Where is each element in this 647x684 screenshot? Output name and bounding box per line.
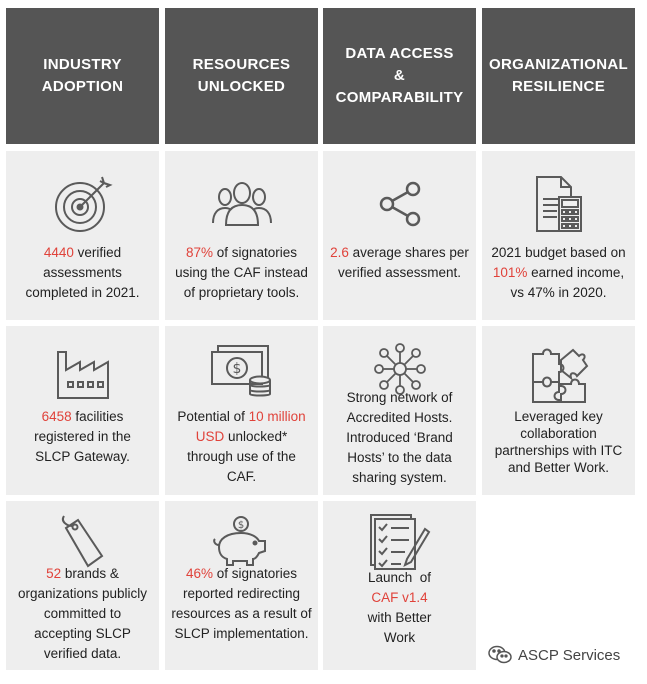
text-line: Leveraged key: [514, 409, 603, 424]
text-line: of proprietary tools.: [183, 285, 300, 300]
card-text: [168, 243, 315, 303]
card-text: [326, 568, 473, 648]
checklist-icon: [323, 507, 476, 577]
text-line: using the CAF instead: [175, 265, 308, 280]
text-line: average shares per: [348, 245, 469, 260]
highlight-value: 2.6: [330, 245, 349, 260]
text-line: CAF.: [226, 469, 257, 484]
card-text: [485, 243, 632, 303]
card-facilities: [6, 326, 159, 495]
card-usd-unlocked: [165, 326, 318, 495]
text-line: Hosts’ to the data: [347, 450, 452, 465]
card-partnerships: [482, 326, 635, 495]
text-line: verified assessment.: [337, 265, 462, 280]
text-line: SLCP Gateway.: [35, 449, 130, 464]
text-line: facilities: [71, 409, 124, 424]
header-organizational-resilience: [482, 8, 635, 144]
header-industry-adoption: [6, 8, 159, 144]
highlight-value: 52: [46, 566, 62, 581]
text-line: of signatories: [212, 245, 298, 260]
puzzle-icon: [482, 340, 635, 410]
text-line: sharing system.: [352, 470, 447, 485]
header-line: DATA ACCESS: [345, 45, 454, 62]
text-line: Work: [383, 630, 416, 645]
text-line: through use of the: [187, 449, 296, 464]
header-line: UNLOCKED: [197, 78, 286, 95]
highlight-value: 46%: [185, 566, 213, 581]
text-line: verified data.: [43, 646, 122, 661]
text-line: Introduced ‘Brand: [346, 430, 453, 445]
card-verified-assessments: [6, 151, 159, 320]
card-text: [326, 388, 473, 488]
text-line: partnerships with ITC: [494, 443, 623, 458]
card-accredited-hosts: [323, 326, 476, 495]
card-caf-signatories: [165, 151, 318, 320]
factory-icon: [6, 340, 159, 410]
header-line: ADOPTION: [41, 78, 124, 95]
share-icon: [323, 169, 476, 239]
card-text: [168, 407, 315, 487]
highlight-value: CAF v1.4: [371, 590, 428, 605]
text-line: registered in the: [34, 429, 131, 444]
money-icon: [165, 336, 318, 406]
text-line: completed in 2021.: [25, 285, 140, 300]
text-line: brands &: [61, 566, 119, 581]
text-line: and Better Work.: [507, 460, 610, 475]
card-redirecting-resources: [165, 501, 318, 670]
text-line: collaboration: [520, 426, 597, 441]
text-line: committed to: [43, 606, 122, 621]
text-line: earned income,: [527, 265, 625, 280]
card-average-shares: [323, 151, 476, 320]
wechat-icon: [488, 645, 512, 665]
header-line: &: [393, 67, 406, 84]
text-line: SLCP implementation.: [174, 626, 309, 641]
svg-text:$: $: [232, 361, 241, 377]
svg-text:$: $: [237, 520, 244, 531]
highlight-value: USD: [195, 429, 225, 444]
watermark: [488, 645, 620, 665]
header-line: RESILIENCE: [511, 78, 605, 95]
text-line: reported redirecting: [182, 586, 301, 601]
text-line: unlocked*: [224, 429, 288, 444]
header-line: INDUSTRY: [43, 56, 122, 73]
header-line: ORGANIZATIONAL: [489, 56, 628, 73]
text-line: organizations publicly: [17, 586, 148, 601]
watermark-text: ASCP Services: [518, 646, 621, 664]
budget-calculator-icon: [482, 169, 635, 239]
text-line: resources as a result of: [171, 606, 312, 621]
highlight-value: 10 million: [248, 409, 306, 424]
card-text: [485, 408, 632, 476]
text-line: 2021 budget based on: [491, 245, 626, 260]
text-line: accepting SLCP: [34, 626, 131, 641]
card-text: [9, 564, 156, 664]
card-text: [9, 407, 156, 467]
text-line: Strong network of: [346, 390, 453, 405]
card-brands-committed: [6, 501, 159, 670]
header-line: COMPARABILITY: [335, 89, 464, 106]
header-data-access: [323, 8, 476, 144]
text-line: of signatories: [212, 566, 298, 581]
highlight-value: 101%: [492, 265, 528, 280]
highlight-value: 87%: [185, 245, 213, 260]
text-line: verified: [73, 245, 122, 260]
text-line: assessments: [43, 265, 122, 280]
header-resources-unlocked: [165, 8, 318, 144]
card-text: [326, 243, 473, 283]
header-line: RESOURCES: [192, 56, 291, 73]
text-line: Potential of: [177, 409, 249, 424]
text-line: with Better: [367, 610, 432, 625]
text-line: vs 47% in 2020.: [510, 285, 607, 300]
card-budget: [482, 151, 635, 320]
text-line: Accredited Hosts.: [346, 410, 453, 425]
highlight-value: 4440: [43, 245, 74, 260]
highlight-value: 6458: [41, 409, 72, 424]
text-line: Launch of: [367, 570, 432, 585]
card-caf-launch: [323, 501, 476, 670]
people-group-icon: [165, 169, 318, 239]
card-text: [9, 243, 156, 303]
target-icon: [6, 169, 159, 239]
card-text: [168, 564, 315, 644]
